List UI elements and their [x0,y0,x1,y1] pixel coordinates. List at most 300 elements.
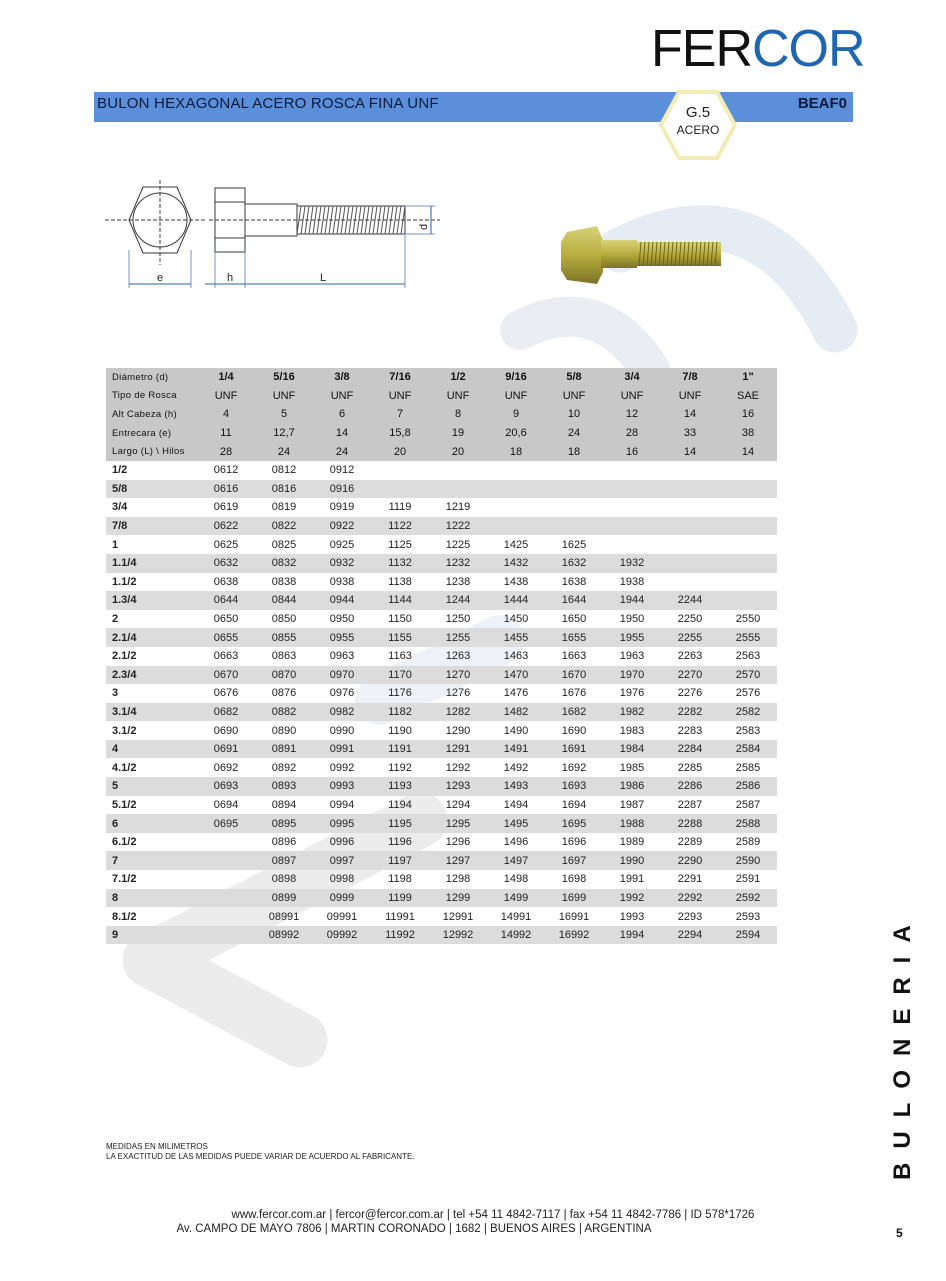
product-code-cell: 1992 [603,889,661,908]
notes [106,1142,415,1162]
header-row-label: Tipo de Rosca [106,387,197,406]
row-length-label: 4 [106,740,197,759]
dim-label-L: L [320,272,327,284]
product-code-cell: 0891 [255,740,313,759]
table-row [106,870,777,889]
table-row [106,721,777,740]
product-code-cell: 0897 [255,851,313,870]
table-row [106,833,777,852]
product-code-cell [603,498,661,517]
product-code-cell: 2294 [661,926,719,945]
product-code-cell: 0898 [271,873,297,886]
product-code-cell: 1494 [503,798,529,811]
product-code-cell: 0695 [197,814,255,833]
product-title: BULON HEXAGONAL ACERO ROSCA FINA UNF [97,95,439,112]
product-code-cell: 0976 [329,687,355,700]
header-cell: UNF [371,387,429,406]
header-cell: 9 [487,405,545,424]
product-code-cell: 0893 [255,777,313,796]
product-code-cell: 0812 [271,464,297,477]
product-code-cell: 0819 [271,501,297,514]
product-code-cell: 1138 [388,575,412,588]
product-code-cell [603,461,661,480]
table-row [106,628,777,647]
row-length-label: 7/8 [106,517,197,536]
product-code-cell: 0950 [329,613,355,626]
product-code-cell: 0876 [271,687,297,700]
product-code-cell: 1197 [371,851,429,870]
dim-label-e: e [157,272,164,284]
side-label-text: BULONERIA [889,911,916,1180]
product-code-cell [661,461,719,480]
product-code-cell: 0882 [255,703,313,722]
product-code-cell [719,480,777,499]
product-code-cell: 1944 [603,591,661,610]
product-code-cell: 0970 [313,666,371,685]
product-code-cell: 1463 [503,650,529,663]
header-cell: 6 [313,405,371,424]
row-length-label: 1.1/2 [112,575,137,588]
product-code-cell: 09992 [313,926,371,945]
header-cell: 9/16 [487,368,545,387]
product-code-cell: 1697 [545,851,603,870]
product-code-cell [487,517,545,536]
product-code-cell: 0982 [313,703,371,722]
product-code-cell: 2592 [719,889,777,908]
product-code-cell: 0670 [197,666,255,685]
product-code-cell: 2284 [661,740,719,759]
product-code-cell [661,573,719,592]
product-code-cell [661,535,719,554]
product-code-cell: 2589 [735,836,761,849]
product-code-cell: 0890 [271,724,297,737]
product-code-cell: 0912 [329,464,355,477]
product-code-cell: 1495 [487,814,545,833]
table-row [106,851,777,870]
product-code-cell: 2587 [735,798,761,811]
product-code-cell: 1450 [503,613,529,626]
product-code-cell: 1250 [445,613,471,626]
product-code-cell: 1438 [503,575,529,588]
table-row [106,758,777,777]
product-code-cell: 2550 [735,613,761,626]
product-code-cell: 2570 [719,666,777,685]
product-code-cell: 0832 [255,554,313,573]
product-code-cell: 1150 [388,613,412,626]
product-code-cell: 1696 [561,836,587,849]
header-cell: 14 [719,442,777,461]
product-code-cell: 1144 [371,591,429,610]
row-length-label: 1.1/4 [106,554,197,573]
table-row [106,796,777,815]
product-code-cell: 0995 [313,814,371,833]
row-length-label: 8 [106,889,197,908]
row-length-label: 8.1/2 [112,910,137,923]
product-code-cell [197,870,255,889]
product-code-cell: 2285 [677,761,703,774]
note-line-1: MEDIDAS EN MILIMETROS [106,1142,208,1151]
product-code-cell: 1444 [487,591,545,610]
product-code-cell: 2583 [735,724,761,737]
logo-suffix: COR [752,20,865,78]
header-cell: 10 [545,405,603,424]
product-code-cell: 2585 [735,761,761,774]
product-code-cell: 1163 [388,650,412,663]
product-code-cell: 1292 [445,761,471,774]
product-code-cell: 1644 [545,591,603,610]
product-code-cell [719,554,777,573]
product-code-cell: 2594 [719,926,777,945]
product-code-cell: 1492 [503,761,529,774]
header-row [106,387,777,406]
header-cell: UNF [487,387,545,406]
product-code-cell: 1670 [545,666,603,685]
product-code-cell: 0916 [313,480,371,499]
product-code-cell: 2591 [735,873,761,886]
header-cell: 3/8 [313,368,371,387]
header-cell: 1" [719,368,777,387]
table-row [106,461,777,480]
product-code-cell: 1490 [503,724,529,737]
product-code-cell: 1976 [619,687,645,700]
product-code-cell: 0990 [329,724,355,737]
product-code-cell: 2255 [661,628,719,647]
product-code-cell: 1650 [561,613,587,626]
product-code-cell: 1291 [429,740,487,759]
product-code-cell: 2586 [719,777,777,796]
product-code-cell: 1196 [388,836,412,849]
product-code-cell: 2563 [735,650,761,663]
header-cell: 24 [313,442,371,461]
product-code-cell: 0998 [329,873,355,886]
product-code-cell: 1694 [561,798,587,811]
product-code-cell: 1950 [619,613,645,626]
header-cell: 7/16 [371,368,429,387]
product-code-cell: 1290 [445,724,471,737]
row-length-label: 3.1/4 [106,703,197,722]
product-code-cell: 0616 [197,480,255,499]
header-cell: 12 [603,405,661,424]
product-code-cell [487,480,545,499]
product-code-cell: 1470 [487,666,545,685]
product-code-cell: 2287 [677,798,703,811]
row-length-label: 2.1/4 [106,628,197,647]
product-code-cell: 0955 [313,628,371,647]
product-code-cell: 1625 [561,538,587,551]
product-code-cell: 1194 [388,798,412,811]
note-line-2: LA EXACTITUD DE LAS MEDIDAS PUEDE VARIAR DE ACUERDO AL FABRICANTE. [106,1152,415,1161]
product-code-cell: 1693 [545,777,603,796]
logo-prefix: FER [651,20,752,78]
product-code-cell: 0932 [313,554,371,573]
product-code-cell [371,480,429,499]
row-length-label: 1 [112,538,119,551]
product-code-cell: 12992 [429,926,487,945]
dim-label-d: d [418,223,430,230]
product-code-cell: 0993 [313,777,371,796]
row-length-label: 3 [112,687,119,700]
product-code-cell: 12991 [442,910,474,923]
product-code-cell: 1222 [429,517,487,536]
product-code-cell: 1298 [445,873,471,886]
product-code-cell: 1294 [445,798,471,811]
table-row [106,814,777,833]
product-code-cell: 0625 [213,538,239,551]
product-code-cell: 1455 [487,628,545,647]
header-cell: UNF [255,387,313,406]
product-code-cell: 2283 [677,724,703,737]
product-code-cell: 1984 [603,740,661,759]
header-cell: 20,6 [487,424,545,443]
product-code-cell: 2590 [719,851,777,870]
brand-logo [651,20,865,78]
row-length-label: 5/8 [106,480,197,499]
product-code-cell [719,461,777,480]
product-code-cell: 1193 [371,777,429,796]
row-length-label: 1/2 [112,464,128,477]
header-cell: UNF [313,387,371,406]
header-cell: 16 [719,405,777,424]
product-code-cell: 2293 [677,910,703,923]
header-cell: 7 [371,405,429,424]
product-code-cell: 1632 [545,554,603,573]
product-code-cell: 0895 [255,814,313,833]
product-code-cell: 2582 [719,703,777,722]
product-code-cell: 0692 [213,761,239,774]
table-row [106,889,777,908]
row-length-label: 1.3/4 [106,591,197,610]
product-code-cell [197,926,255,945]
product-code-cell: 1425 [503,538,529,551]
product-code-cell: 2289 [677,836,703,849]
table-row [106,703,777,722]
product-code-cell [719,517,777,536]
product-code-cell: 1176 [388,687,412,700]
product-code-cell: 1987 [619,798,645,811]
product-code-cell: 2593 [735,910,761,923]
product-code-cell: 1255 [429,628,487,647]
product-code-cell: 1182 [371,703,429,722]
dim-label-h: h [227,272,234,284]
product-code-cell [603,535,661,554]
product-code-cell: 0690 [213,724,239,737]
table-row [106,666,777,685]
header-row-label: Alt Cabeza (h) [106,405,197,424]
product-code-cell: 1932 [603,554,661,573]
row-length-label: 5 [106,777,197,796]
header-cell: 7/8 [661,368,719,387]
product-code-cell [661,517,719,536]
product-code-cell: 1988 [603,814,661,833]
product-code-cell: 0663 [213,650,239,663]
row-length-label: 9 [106,926,197,945]
header-row [106,405,777,424]
product-code-cell: 0816 [255,480,313,499]
product-code-cell: 14991 [500,910,532,923]
product-code-cell: 1682 [545,703,603,722]
header-cell: UNF [661,387,719,406]
product-code-cell [661,554,719,573]
product-code-cell: 1119 [388,501,412,514]
product-code: BEAF0 [797,95,847,112]
header-row-label: Entrecara (e) [106,424,197,443]
product-code-cell: 1491 [487,740,545,759]
header-cell: 12,7 [255,424,313,443]
product-code-cell: 1238 [445,575,471,588]
header-cell: 5/16 [255,368,313,387]
header-row [106,368,777,387]
header-cell: 33 [661,424,719,443]
product-code-cell: 1938 [619,575,645,588]
table-row [106,907,777,926]
product-code-cell: 0622 [197,517,255,536]
product-code-cell [197,833,255,852]
table-row [106,591,777,610]
product-code-cell: 1493 [487,777,545,796]
product-code-cell: 1295 [429,814,487,833]
product-code-cell: 1270 [429,666,487,685]
product-code-cell: 1499 [487,889,545,908]
header-cell: SAE [719,387,777,406]
product-code-cell: 1663 [561,650,587,663]
product-code-cell: 1990 [603,851,661,870]
header-cell: 3/4 [603,368,661,387]
product-code-cell: 0896 [271,836,297,849]
product-code-cell: 0638 [213,575,239,588]
product-code-cell: 1225 [445,538,471,551]
product-code-cell: 1691 [545,740,603,759]
product-code-cell: 1955 [603,628,661,647]
product-code-cell [487,461,545,480]
product-code-cell: 1690 [561,724,587,737]
product-code-cell: 1244 [429,591,487,610]
product-code-cell [197,889,255,908]
product-code-cell: 0892 [271,761,297,774]
title-bar [94,92,853,122]
product-code-cell [661,480,719,499]
table-row [106,498,777,517]
product-code-cell: 0619 [213,501,239,514]
header-cell: 28 [197,442,255,461]
header-cell: 5/8 [545,368,603,387]
table-row [106,554,777,573]
product-code-cell [197,851,255,870]
table-row [106,647,777,666]
header-cell: 15,8 [371,424,429,443]
product-code-cell: 1232 [429,554,487,573]
product-code-cell: 08992 [255,926,313,945]
header-cell: UNF [197,387,255,406]
product-code-cell: 0996 [329,836,355,849]
header-cell: 16 [603,442,661,461]
badge-material: ACERO [676,123,720,137]
header-cell: 5 [255,405,313,424]
product-code-cell: 0991 [313,740,371,759]
product-code-cell: 1192 [388,761,412,774]
header-cell: 28 [603,424,661,443]
product-code-cell: 1963 [619,650,645,663]
header-cell: 18 [487,442,545,461]
product-code-cell: 2286 [661,777,719,796]
product-code-cell: 1122 [371,517,429,536]
row-length-label: 6.1/2 [112,836,137,849]
product-code-cell: 0838 [271,575,297,588]
row-length-label: 4.1/2 [112,761,137,774]
product-code-cell: 1263 [445,650,471,663]
footer-contact: www.fercor.com.ar | fercor@fercor.com.ar | tel +54 11 4842-7117 | fax +54 11 4842-7786 | ID 578*1726 [231,1209,755,1221]
product-code-cell: 0694 [213,798,239,811]
table-row [106,684,777,703]
product-code-cell: 0822 [255,517,313,536]
product-code-cell [719,573,777,592]
header-cell: 20 [429,442,487,461]
product-code-cell: 1496 [503,836,529,849]
product-code-cell: 1982 [603,703,661,722]
product-code-cell: 0612 [213,464,239,477]
product-code-cell: 1219 [445,501,471,514]
product-code-cell: 1198 [388,873,412,886]
product-code-cell: 0691 [197,740,255,759]
product-code-cell [603,517,661,536]
product-code-cell: 11991 [385,910,415,923]
product-code-cell: 2244 [661,591,719,610]
product-code-cell: 0992 [329,761,355,774]
product-code-cell: 1155 [371,628,429,647]
product-code-cell: 1132 [371,554,429,573]
product-code-cell: 1692 [561,761,587,774]
product-code-cell: 0676 [213,687,239,700]
table-row [106,573,777,592]
product-code-cell: 1698 [561,873,587,886]
product-code-cell: 1985 [619,761,645,774]
product-code-cell: 1190 [388,724,412,737]
product-code-cell [719,535,777,554]
product-code-cell: 1983 [619,724,645,737]
row-length-label: 7.1/2 [112,873,137,886]
product-code-cell: 1497 [487,851,545,870]
row-length-label: 2 [112,613,119,626]
product-code-cell: 2276 [677,687,703,700]
product-code-cell: 16991 [558,910,590,923]
product-code-cell: 1293 [429,777,487,796]
row-length-label: 3/4 [112,501,128,514]
header-cell: UNF [603,387,661,406]
product-code-cell [429,461,487,480]
product-code-cell: 0644 [197,591,255,610]
product-code-cell: 2250 [677,613,703,626]
product-code-cell: 0655 [197,628,255,647]
header-cell: 20 [371,442,429,461]
product-code-cell [719,498,777,517]
header-cell: UNF [429,387,487,406]
product-code-cell [545,517,603,536]
product-code-cell: 1638 [561,575,587,588]
product-code-cell: 0922 [313,517,371,536]
table-row [106,535,777,554]
product-code-cell: 1199 [371,889,429,908]
product-code-cell [545,480,603,499]
product-code-cell: 1195 [371,814,429,833]
header-row [106,442,777,461]
product-code-cell: 0632 [197,554,255,573]
header-cell: 4 [197,405,255,424]
product-code-cell: 0650 [213,613,239,626]
table-row [106,926,777,945]
product-code-cell: 1299 [429,889,487,908]
product-code-cell: 1970 [603,666,661,685]
product-code-cell: 2290 [661,851,719,870]
product-code-cell: 1191 [371,740,429,759]
